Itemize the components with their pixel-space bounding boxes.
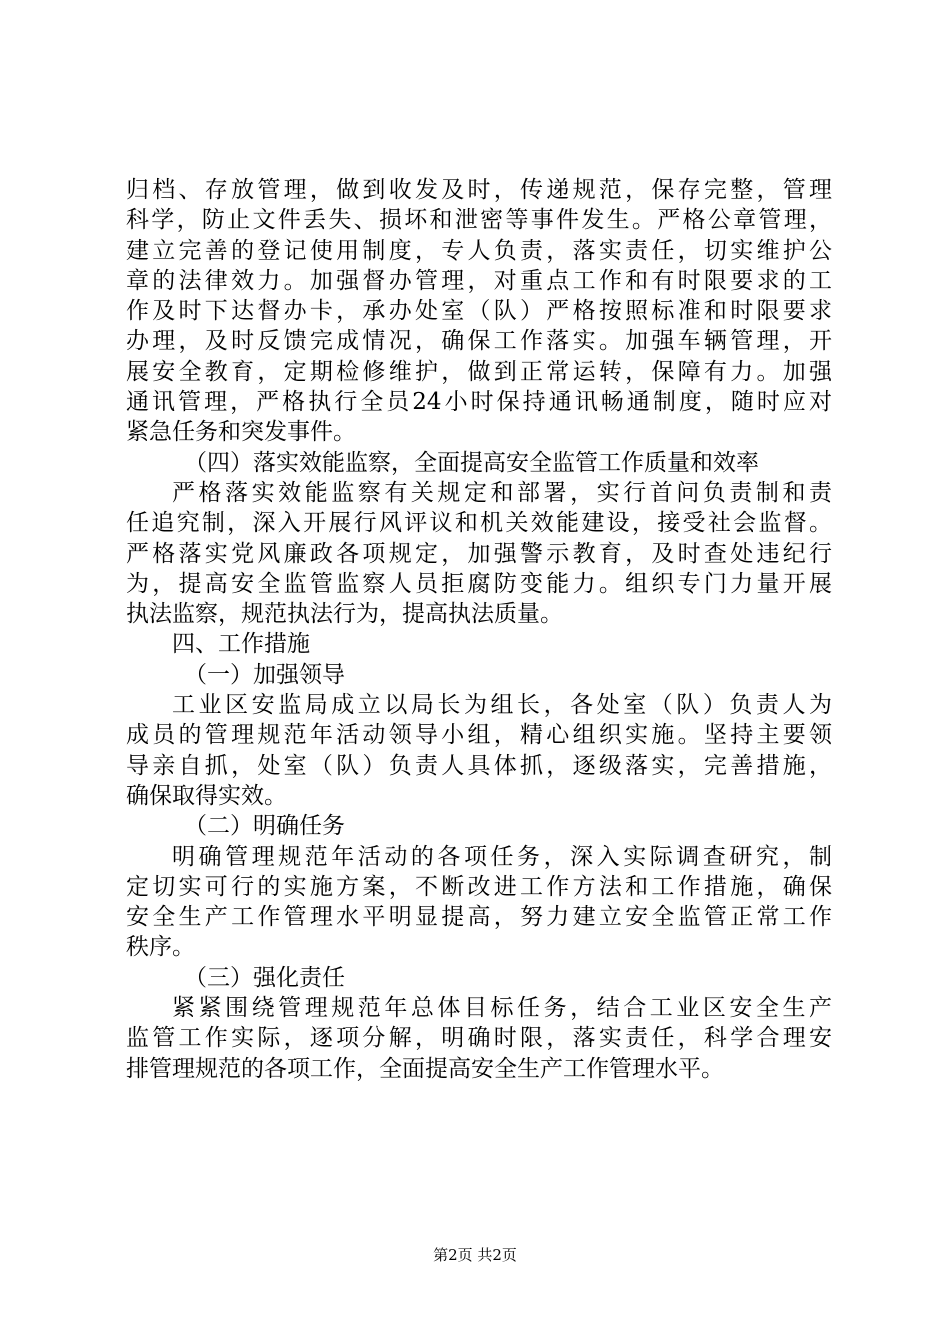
text-line: 严格落实党风廉政各项规定，加强警示教育，及时查处违纪行: [126, 540, 832, 567]
text-line: 章的法律效力。加强督办管理，对重点工作和有时限要求的工: [126, 267, 832, 294]
text-line: 科学，防止文件丢失、损坏和泄密等事件发生。严格公章管理，: [126, 207, 832, 234]
text-line: 定切实可行的实施方案，不断改进工作方法和工作措施，确保: [126, 873, 832, 900]
text-line: 排管理规范的各项工作，全面提高安全生产工作管理水平。: [126, 1055, 724, 1082]
text-line: 安全生产工作管理水平明显提高，努力建立安全监管正常工作: [126, 904, 832, 931]
text-line: 导亲自抓，处室（队）负责人具体抓，逐级落实，完善措施，: [126, 752, 832, 779]
text-line: 严格落实效能监察有关规定和部署，实行首问负责制和责: [172, 479, 832, 506]
page-number-footer: 第2页 共2页: [433, 1246, 517, 1264]
text-line: 建立完善的登记使用制度，专人负责，落实责任，切实维护公: [126, 237, 832, 264]
text-line: 工业区安监局成立以局长为组长，各处室（队）负责人为: [172, 692, 832, 719]
section-heading: 四、工作措施: [172, 631, 310, 658]
text-line: 任追究制，深入开展行风评议和机关效能建设，接受社会监督。: [126, 510, 832, 537]
text-line: 执法监察，规范执法行为，提高执法质量。: [126, 601, 563, 628]
text-line: 紧急任务和突发事件。: [126, 419, 356, 446]
text-line: 通讯管理，严格执行全员24小时保持通讯畅通制度，随时应对: [126, 389, 832, 416]
section-heading: （三）强化责任: [184, 964, 345, 991]
text-line: 紧紧围绕管理规范年总体目标任务，结合工业区安全生产: [172, 995, 832, 1022]
section-heading: （二）明确任务: [184, 813, 345, 840]
text-line: 作及时下达督办卡，承办处室（队）严格按照标准和时限要求: [126, 298, 832, 325]
text-line: 归档、存放管理，做到收发及时，传递规范，保存完整，管理: [126, 177, 832, 203]
text-line: 明确管理规范年活动的各项任务，深入实际调查研究，制: [172, 843, 832, 870]
text-line: 秩序。: [126, 934, 195, 961]
section-heading: （四）落实效能监察，全面提高安全监管工作质量和效率: [184, 449, 759, 476]
document-body: [126, 175, 832, 1084]
section-heading: （一）加强领导: [184, 661, 345, 688]
text-line: 确保取得实效。: [126, 782, 287, 809]
text-line: 监管工作实际，逐项分解，明确时限，落实责任，科学合理安: [126, 1025, 832, 1052]
text-line: 展安全教育，定期检修维护，做到正常运转，保障有力。加强: [126, 358, 832, 385]
text-line: 办理，及时反馈完成情况，确保工作落实。加强车辆管理，开: [126, 328, 832, 355]
text-line: 为，提高安全监管监察人员拒腐防变能力。组织专门力量开展: [126, 570, 832, 597]
text-line: 成员的管理规范年活动领导小组，精心组织实施。坚持主要领: [126, 722, 832, 749]
